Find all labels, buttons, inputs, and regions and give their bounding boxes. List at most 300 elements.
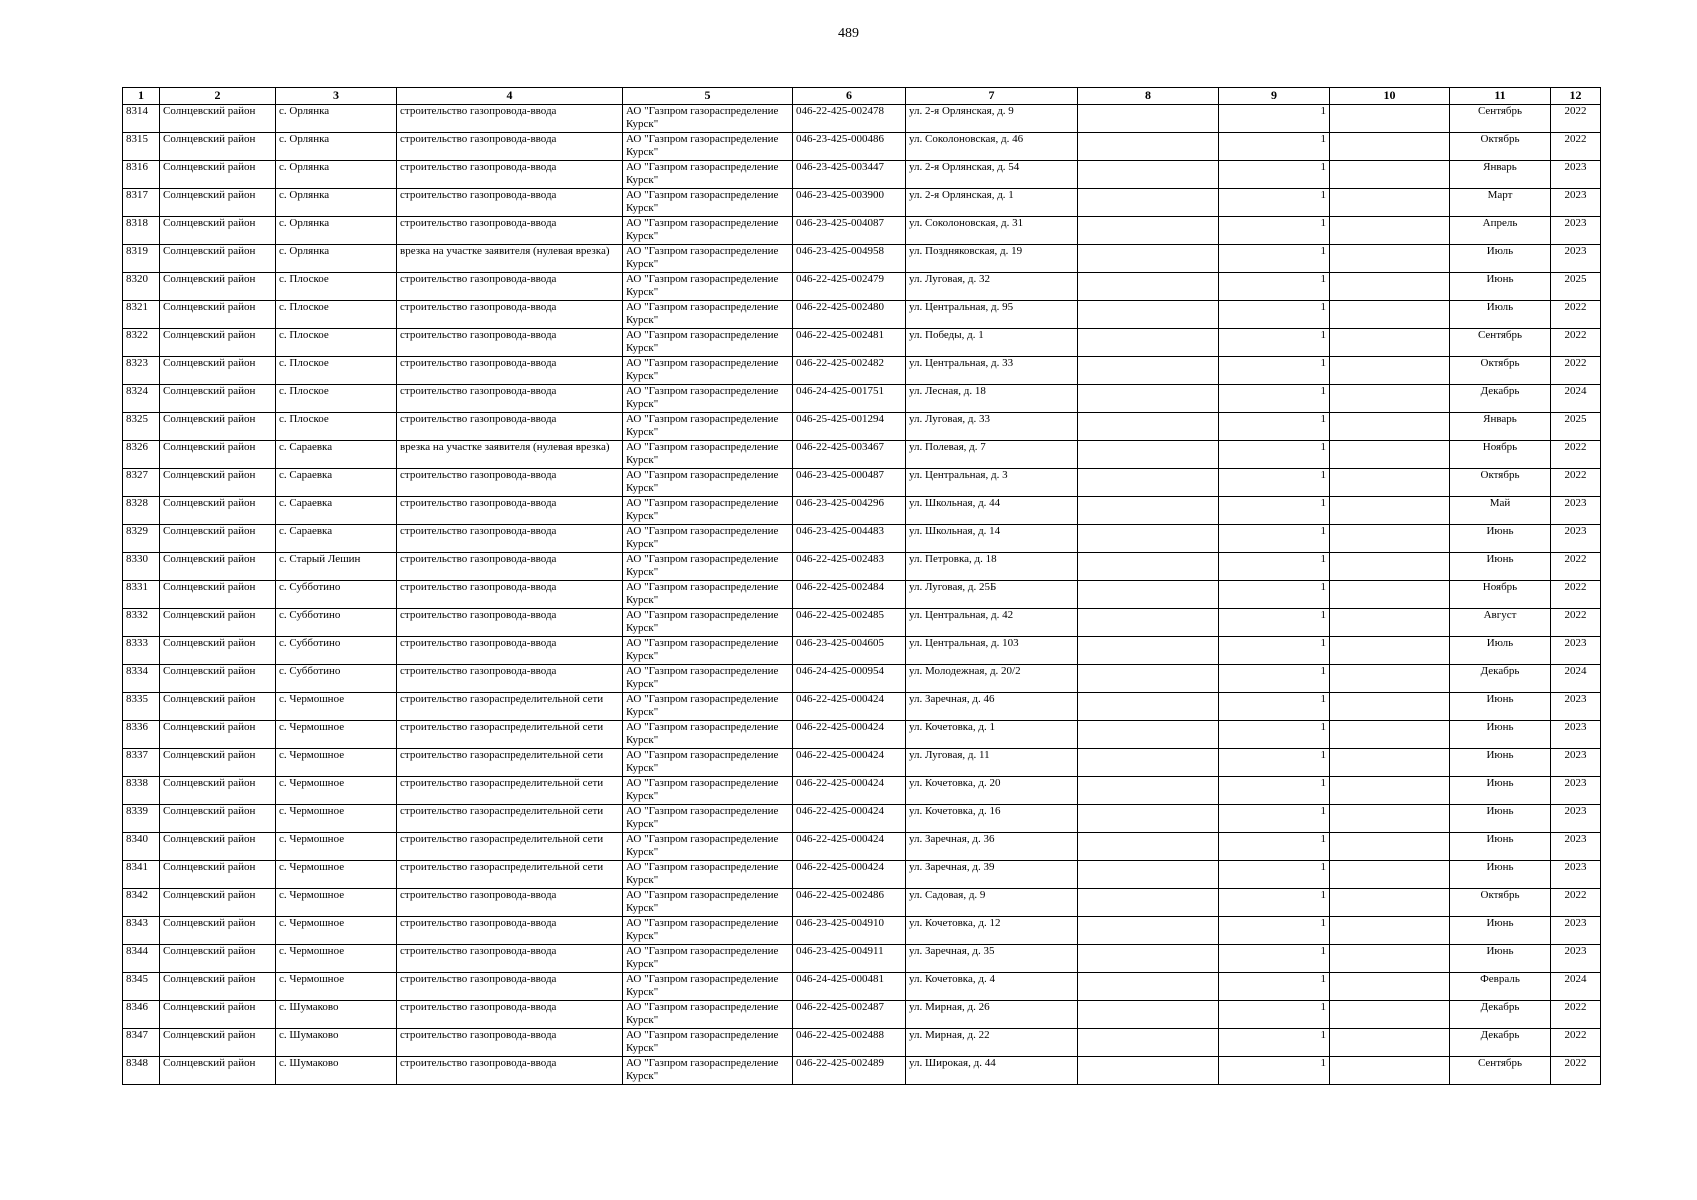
district-cell: Солнцевский район [160, 357, 276, 385]
column-10-cell [1330, 133, 1450, 161]
table-row [123, 833, 1601, 861]
object-code-cell: 046-22-425-002480 [793, 301, 906, 329]
locality-cell: с. Чермошное [276, 777, 397, 805]
quantity-cell: 1 [1219, 357, 1330, 385]
table-row [123, 133, 1601, 161]
quantity-cell: 1 [1219, 721, 1330, 749]
quantity-cell: 1 [1219, 805, 1330, 833]
object-code-cell: 046-22-425-003467 [793, 441, 906, 469]
year-cell: 2024 [1551, 973, 1601, 1001]
row-number-cell: 8342 [123, 889, 160, 917]
work-type-cell-text: строительство газопровода-ввода [400, 133, 557, 145]
column-10-cell [1330, 161, 1450, 189]
work-type-cell [397, 385, 623, 413]
month-cell: Сентябрь [1450, 1057, 1551, 1085]
district-cell: Солнцевский район [160, 973, 276, 1001]
object-code-cell: 046-23-425-003900 [793, 189, 906, 217]
column-10-cell [1330, 189, 1450, 217]
organization-cell-text: АО "Газпром газораспределение Курск" [626, 413, 779, 438]
work-type-cell [397, 721, 623, 749]
month-cell: Июнь [1450, 805, 1551, 833]
work-type-cell-text: строительство газораспределительной сети [400, 805, 604, 817]
address-cell: ул. Кочетовка, д. 20 [906, 777, 1078, 805]
month-cell: Февраль [1450, 973, 1551, 1001]
column-10-cell [1330, 245, 1450, 273]
locality-cell: с. Плоское [276, 301, 397, 329]
month-cell: Июль [1450, 301, 1551, 329]
work-type-cell [397, 917, 623, 945]
address-cell: ул. Лесная, д. 18 [906, 385, 1078, 413]
month-cell: Май [1450, 497, 1551, 525]
month-cell: Июнь [1450, 721, 1551, 749]
column-8-cell [1078, 357, 1219, 385]
quantity-cell: 1 [1219, 385, 1330, 413]
table-row [123, 329, 1601, 357]
locality-cell: с. Шумаково [276, 1001, 397, 1029]
work-type-cell-text: строительство газораспределительной сети [400, 833, 604, 845]
column-8-cell [1078, 329, 1219, 357]
table-row [123, 749, 1601, 777]
locality-cell: с. Шумаково [276, 1029, 397, 1057]
row-number-cell: 8324 [123, 385, 160, 413]
work-type-cell [397, 861, 623, 889]
year-cell: 2023 [1551, 245, 1601, 273]
row-number-cell: 8337 [123, 749, 160, 777]
organization-cell-text: АО "Газпром газораспределение Курск" [626, 861, 779, 886]
organization-cell-text: АО "Газпром газораспределение Курск" [626, 189, 779, 214]
column-8-cell [1078, 973, 1219, 1001]
table-row [123, 609, 1601, 637]
table-row [123, 861, 1601, 889]
table-row [123, 469, 1601, 497]
month-cell: Декабрь [1450, 665, 1551, 693]
month-cell: Сентябрь [1450, 329, 1551, 357]
district-cell: Солнцевский район [160, 217, 276, 245]
locality-cell: с. Орлянка [276, 189, 397, 217]
column-10-cell [1330, 357, 1450, 385]
address-cell: ул. Заречная, д. 36 [906, 833, 1078, 861]
district-cell: Солнцевский район [160, 413, 276, 441]
locality-cell: с. Субботино [276, 637, 397, 665]
column-8-cell [1078, 693, 1219, 721]
month-cell: Октябрь [1450, 469, 1551, 497]
year-cell: 2025 [1551, 273, 1601, 301]
object-code-cell: 046-22-425-002488 [793, 1029, 906, 1057]
row-number-cell: 8341 [123, 861, 160, 889]
table-row [123, 525, 1601, 553]
row-number-cell: 8346 [123, 1001, 160, 1029]
work-type-cell-text: строительство газопровода-ввода [400, 217, 557, 229]
column-8-cell [1078, 777, 1219, 805]
district-cell: Солнцевский район [160, 749, 276, 777]
column-8-cell [1078, 217, 1219, 245]
year-cell: 2023 [1551, 161, 1601, 189]
organization-cell-text: АО "Газпром газораспределение Курск" [626, 441, 779, 466]
object-code-cell: 046-24-425-001751 [793, 385, 906, 413]
year-cell: 2022 [1551, 301, 1601, 329]
column-10-cell [1330, 497, 1450, 525]
address-cell: ул. Центральная, д. 42 [906, 609, 1078, 637]
row-number-cell: 8334 [123, 665, 160, 693]
column-8-cell [1078, 469, 1219, 497]
object-code-cell: 046-22-425-000424 [793, 693, 906, 721]
column-10-cell [1330, 665, 1450, 693]
object-code-cell: 046-23-425-004911 [793, 945, 906, 973]
table-row [123, 413, 1601, 441]
object-code-cell: 046-22-425-002489 [793, 1057, 906, 1085]
locality-cell: с. Субботино [276, 665, 397, 693]
object-code-cell: 046-22-425-002482 [793, 357, 906, 385]
locality-cell: с. Субботино [276, 609, 397, 637]
organization-cell-text: АО "Газпром газораспределение Курск" [626, 973, 779, 998]
month-cell: Декабрь [1450, 1001, 1551, 1029]
column-10-cell [1330, 833, 1450, 861]
table-row [123, 1057, 1601, 1085]
work-type-cell-text: врезка на участке заявителя (нулевая врезка) [400, 441, 610, 453]
quantity-cell: 1 [1219, 777, 1330, 805]
row-number-cell: 8332 [123, 609, 160, 637]
work-type-cell-text: строительство газопровода-ввода [400, 385, 557, 397]
month-cell: Июнь [1450, 777, 1551, 805]
address-cell: ул. 2-я Орлянская, д. 1 [906, 189, 1078, 217]
column-header: 8 [1078, 88, 1219, 105]
address-cell: ул. Соколоновская, д. 46 [906, 133, 1078, 161]
object-code-cell: 046-23-425-004087 [793, 217, 906, 245]
column-8-cell [1078, 1001, 1219, 1029]
quantity-cell: 1 [1219, 973, 1330, 1001]
row-number-cell: 8314 [123, 105, 160, 133]
work-type-cell [397, 413, 623, 441]
quantity-cell: 1 [1219, 469, 1330, 497]
locality-cell: с. Чермошное [276, 889, 397, 917]
work-type-cell [397, 1057, 623, 1085]
column-10-cell [1330, 301, 1450, 329]
work-type-cell-text: строительство газопровода-ввода [400, 189, 557, 201]
object-code-cell: 046-22-425-002486 [793, 889, 906, 917]
table-row [123, 693, 1601, 721]
organization-cell-text: АО "Газпром газораспределение Курск" [626, 525, 779, 550]
address-cell: ул. Кочетовка, д. 4 [906, 973, 1078, 1001]
column-8-cell [1078, 665, 1219, 693]
table-row [123, 945, 1601, 973]
district-cell: Солнцевский район [160, 525, 276, 553]
month-cell: Январь [1450, 161, 1551, 189]
organization-cell [623, 693, 793, 721]
quantity-cell: 1 [1219, 497, 1330, 525]
work-type-cell [397, 1029, 623, 1057]
organization-cell [623, 329, 793, 357]
address-cell: ул. Кочетовка, д. 12 [906, 917, 1078, 945]
column-10-cell [1330, 609, 1450, 637]
column-8-cell [1078, 413, 1219, 441]
work-type-cell-text: строительство газопровода-ввода [400, 581, 557, 593]
district-cell: Солнцевский район [160, 945, 276, 973]
work-type-cell-text: строительство газопровода-ввода [400, 637, 557, 649]
table-body [123, 105, 1601, 1085]
organization-cell-text: АО "Газпром газораспределение Курск" [626, 833, 779, 858]
object-code-cell: 046-22-425-000424 [793, 833, 906, 861]
column-10-cell [1330, 385, 1450, 413]
work-type-cell [397, 693, 623, 721]
organization-cell-text: АО "Газпром газораспределение Курск" [626, 721, 779, 746]
organization-cell [623, 525, 793, 553]
work-type-cell [397, 1001, 623, 1029]
organization-cell [623, 497, 793, 525]
object-code-cell: 046-22-425-002479 [793, 273, 906, 301]
locality-cell: с. Плоское [276, 413, 397, 441]
row-number-cell: 8329 [123, 525, 160, 553]
district-cell: Солнцевский район [160, 385, 276, 413]
organization-cell-text: АО "Газпром газораспределение Курск" [626, 1057, 779, 1082]
work-type-cell-text: строительство газопровода-ввода [400, 105, 557, 117]
quantity-cell: 1 [1219, 665, 1330, 693]
month-cell: Октябрь [1450, 133, 1551, 161]
table-row [123, 637, 1601, 665]
year-cell: 2023 [1551, 777, 1601, 805]
column-8-cell [1078, 245, 1219, 273]
address-cell: ул. Садовая, д. 9 [906, 889, 1078, 917]
organization-cell-text: АО "Газпром газораспределение Курск" [626, 1001, 779, 1026]
row-number-cell: 8323 [123, 357, 160, 385]
column-8-cell [1078, 721, 1219, 749]
work-type-cell-text: строительство газопровода-ввода [400, 497, 557, 509]
quantity-cell: 1 [1219, 749, 1330, 777]
table-row [123, 189, 1601, 217]
object-code-cell: 046-22-425-002478 [793, 105, 906, 133]
work-type-cell-text: строительство газораспределительной сети [400, 693, 604, 705]
year-cell: 2023 [1551, 189, 1601, 217]
column-8-cell [1078, 805, 1219, 833]
quantity-cell: 1 [1219, 1029, 1330, 1057]
object-code-cell: 046-22-425-002484 [793, 581, 906, 609]
row-number-cell: 8347 [123, 1029, 160, 1057]
page-number: 489 [838, 26, 859, 41]
column-10-cell [1330, 1001, 1450, 1029]
column-header: 2 [160, 88, 276, 105]
locality-cell: с. Шумаково [276, 1057, 397, 1085]
district-cell: Солнцевский район [160, 889, 276, 917]
year-cell: 2023 [1551, 721, 1601, 749]
quantity-cell: 1 [1219, 301, 1330, 329]
work-type-cell [397, 105, 623, 133]
object-code-cell: 046-22-425-000424 [793, 749, 906, 777]
column-header: 1 [123, 88, 160, 105]
locality-cell: с. Сараевка [276, 441, 397, 469]
row-number-cell: 8319 [123, 245, 160, 273]
organization-cell-text: АО "Газпром газораспределение Курск" [626, 693, 779, 718]
table-row [123, 1029, 1601, 1057]
district-cell: Солнцевский район [160, 441, 276, 469]
organization-cell [623, 665, 793, 693]
locality-cell: с. Сараевка [276, 469, 397, 497]
address-cell: ул. Луговая, д. 11 [906, 749, 1078, 777]
address-cell: ул. Молодежная, д. 20/2 [906, 665, 1078, 693]
work-type-cell [397, 749, 623, 777]
quantity-cell: 1 [1219, 945, 1330, 973]
quantity-cell: 1 [1219, 1057, 1330, 1085]
quantity-cell: 1 [1219, 245, 1330, 273]
quantity-cell: 1 [1219, 329, 1330, 357]
work-type-cell [397, 217, 623, 245]
work-type-cell [397, 665, 623, 693]
month-cell: Июль [1450, 245, 1551, 273]
organization-cell [623, 917, 793, 945]
column-10-cell [1330, 525, 1450, 553]
row-number-cell: 8315 [123, 133, 160, 161]
address-cell: ул. Луговая, д. 25Б [906, 581, 1078, 609]
month-cell: Ноябрь [1450, 581, 1551, 609]
organization-cell-text: АО "Газпром газораспределение Курск" [626, 749, 779, 774]
organization-cell-text: АО "Газпром газораспределение Курск" [626, 329, 779, 354]
table-row [123, 581, 1601, 609]
quantity-cell: 1 [1219, 693, 1330, 721]
district-cell: Солнцевский район [160, 469, 276, 497]
locality-cell: с. Сараевка [276, 525, 397, 553]
table-row [123, 805, 1601, 833]
year-cell: 2022 [1551, 133, 1601, 161]
year-cell: 2023 [1551, 861, 1601, 889]
year-cell: 2023 [1551, 805, 1601, 833]
month-cell: Июнь [1450, 833, 1551, 861]
object-code-cell: 046-25-425-001294 [793, 413, 906, 441]
quantity-cell: 1 [1219, 413, 1330, 441]
organization-cell [623, 777, 793, 805]
column-8-cell [1078, 917, 1219, 945]
row-number-cell: 8321 [123, 301, 160, 329]
organization-cell [623, 581, 793, 609]
column-8-cell [1078, 945, 1219, 973]
work-type-cell [397, 609, 623, 637]
organization-cell-text: АО "Газпром газораспределение Курск" [626, 889, 779, 914]
year-cell: 2022 [1551, 441, 1601, 469]
organization-cell [623, 189, 793, 217]
organization-cell [623, 133, 793, 161]
work-type-cell [397, 329, 623, 357]
locality-cell: с. Чермошное [276, 973, 397, 1001]
row-number-cell: 8345 [123, 973, 160, 1001]
address-cell: ул. 2-я Орлянская, д. 54 [906, 161, 1078, 189]
object-code-cell: 046-22-425-000424 [793, 805, 906, 833]
work-type-cell [397, 245, 623, 273]
organization-cell [623, 1029, 793, 1057]
organization-cell [623, 441, 793, 469]
quantity-cell: 1 [1219, 133, 1330, 161]
column-10-cell [1330, 441, 1450, 469]
quantity-cell: 1 [1219, 441, 1330, 469]
row-number-cell: 8336 [123, 721, 160, 749]
organization-cell [623, 357, 793, 385]
work-type-cell-text: строительство газопровода-ввода [400, 357, 557, 369]
work-type-cell [397, 469, 623, 497]
column-8-cell [1078, 189, 1219, 217]
row-number-cell: 8318 [123, 217, 160, 245]
work-type-cell [397, 189, 623, 217]
column-8-cell [1078, 749, 1219, 777]
column-8-cell [1078, 861, 1219, 889]
column-header: 6 [793, 88, 906, 105]
work-type-cell-text: строительство газопровода-ввода [400, 665, 557, 677]
work-type-cell [397, 525, 623, 553]
column-8-cell [1078, 833, 1219, 861]
object-code-cell: 046-22-425-002483 [793, 553, 906, 581]
work-type-cell [397, 637, 623, 665]
object-code-cell: 046-22-425-000424 [793, 721, 906, 749]
row-number-cell: 8344 [123, 945, 160, 973]
month-cell: Июнь [1450, 553, 1551, 581]
work-type-cell [397, 777, 623, 805]
locality-cell: с. Чермошное [276, 833, 397, 861]
work-type-cell-text: строительство газопровода-ввода [400, 917, 557, 929]
column-header: 10 [1330, 88, 1450, 105]
column-8-cell [1078, 1029, 1219, 1057]
address-cell: ул. Заречная, д. 35 [906, 945, 1078, 973]
organization-cell-text: АО "Газпром газораспределение Курск" [626, 161, 779, 186]
column-10-cell [1330, 805, 1450, 833]
work-type-cell-text: строительство газораспределительной сети [400, 777, 604, 789]
object-code-cell: 046-23-425-004605 [793, 637, 906, 665]
district-cell: Солнцевский район [160, 861, 276, 889]
column-8-cell [1078, 105, 1219, 133]
table-row [123, 1001, 1601, 1029]
row-number-cell: 8343 [123, 917, 160, 945]
column-8-cell [1078, 441, 1219, 469]
organization-cell [623, 1001, 793, 1029]
organization-cell-text: АО "Газпром газораспределение Курск" [626, 245, 779, 270]
work-type-cell [397, 553, 623, 581]
object-code-cell: 046-23-425-004910 [793, 917, 906, 945]
column-10-cell [1330, 1029, 1450, 1057]
table-row [123, 217, 1601, 245]
district-cell: Солнцевский район [160, 161, 276, 189]
quantity-cell: 1 [1219, 861, 1330, 889]
month-cell: Сентябрь [1450, 105, 1551, 133]
year-cell: 2022 [1551, 329, 1601, 357]
work-type-cell-text: строительство газопровода-ввода [400, 469, 557, 481]
organization-cell [623, 637, 793, 665]
column-10-cell [1330, 329, 1450, 357]
organization-cell [623, 217, 793, 245]
work-type-cell-text: строительство газопровода-ввода [400, 525, 557, 537]
table-row [123, 357, 1601, 385]
organization-cell [623, 861, 793, 889]
quantity-cell: 1 [1219, 637, 1330, 665]
year-cell: 2023 [1551, 637, 1601, 665]
row-number-cell: 8327 [123, 469, 160, 497]
organization-cell-text: АО "Газпром газораспределение Курск" [626, 945, 779, 970]
work-type-cell-text: строительство газопровода-ввода [400, 889, 557, 901]
organization-cell [623, 805, 793, 833]
month-cell: Июнь [1450, 945, 1551, 973]
organization-cell-text: АО "Газпром газораспределение Курск" [626, 665, 779, 690]
column-header: 12 [1551, 88, 1601, 105]
locality-cell: с. Сараевка [276, 497, 397, 525]
locality-cell: с. Орлянка [276, 133, 397, 161]
quantity-cell: 1 [1219, 525, 1330, 553]
object-code-cell: 046-23-425-003447 [793, 161, 906, 189]
district-cell: Солнцевский район [160, 329, 276, 357]
year-cell: 2022 [1551, 581, 1601, 609]
month-cell: Июнь [1450, 525, 1551, 553]
district-cell: Солнцевский район [160, 637, 276, 665]
district-cell: Солнцевский район [160, 301, 276, 329]
column-8-cell [1078, 497, 1219, 525]
organization-cell [623, 385, 793, 413]
row-number-cell: 8338 [123, 777, 160, 805]
column-10-cell [1330, 637, 1450, 665]
organization-cell [623, 161, 793, 189]
work-type-cell-text: строительство газораспределительной сети [400, 749, 604, 761]
column-8-cell [1078, 637, 1219, 665]
